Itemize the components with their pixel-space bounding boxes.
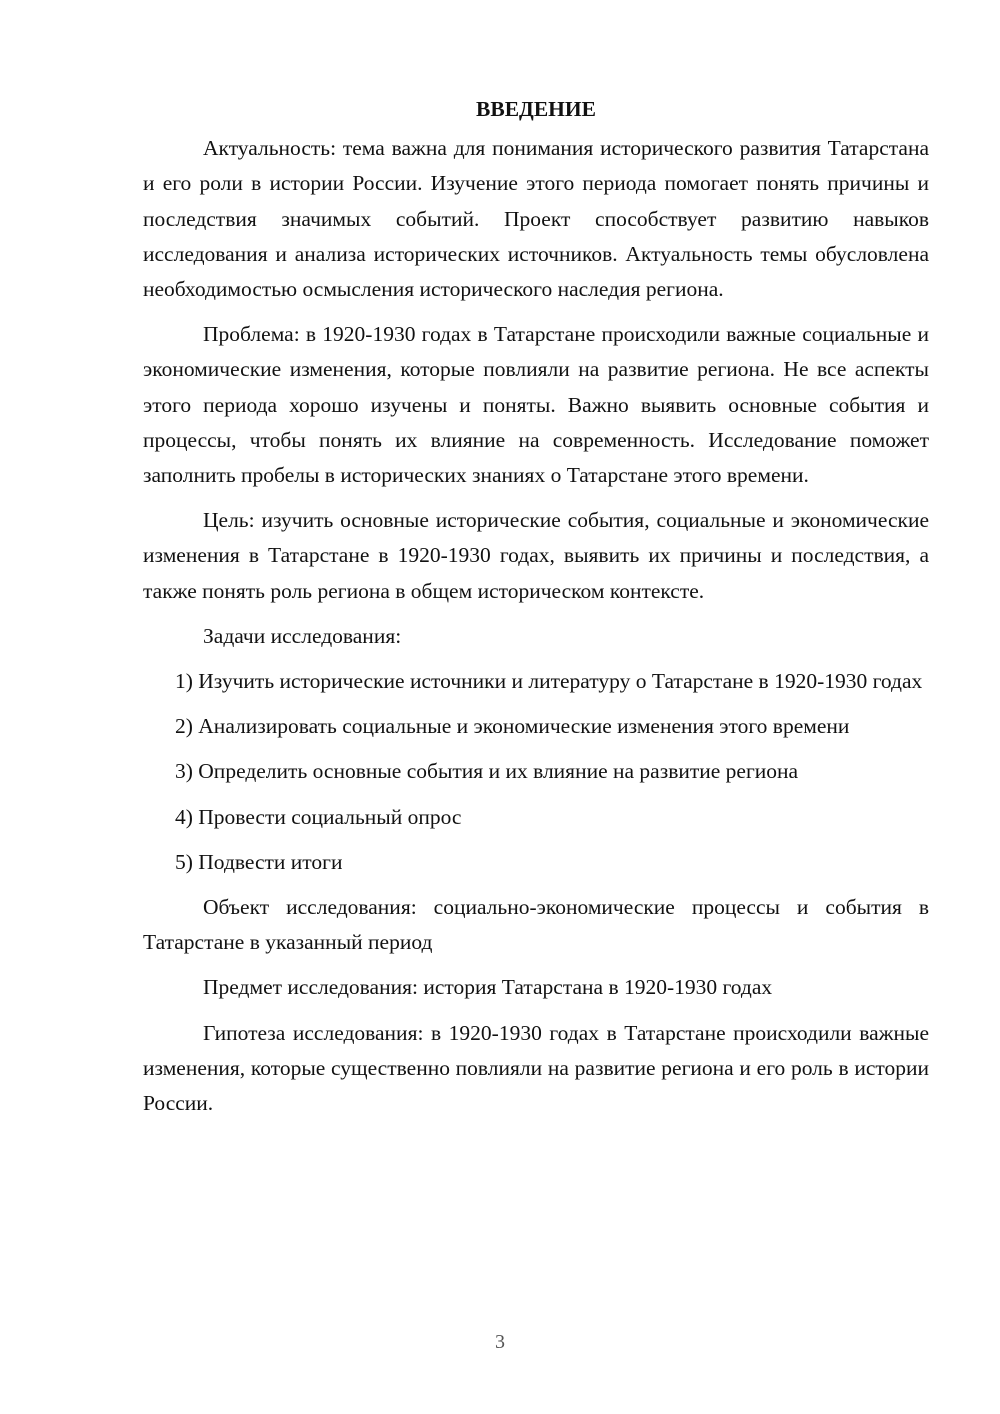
task-item: 3) Определить основные события и их влияние на развитие региона xyxy=(175,759,799,784)
tasks-heading: Задачи исследования: xyxy=(203,623,402,648)
hypothesis-paragraph: Гипотеза исследования: в 1920-1930 годах в Татарстане происходили важные изменения, которые существенно повлияли на развитие региона и его роль в истории России. xyxy=(143,1020,929,1116)
page-number: 3 xyxy=(495,1331,505,1353)
relevance-paragraph: Актуальность: тема важна для понимания исторического развития Татарстана и его роли в истории России. Изучение этого периода помогает понять причины и последствия значимых событий. Проект способствует развитию навыков исследования и анализа исторических источников. Актуальность темы обусловлена необходимостью осмысления исторического наследия региона. xyxy=(143,136,929,302)
document-page xyxy=(143,92,929,1131)
task-item: 2) Анализировать социальные и экономические изменения этого времени xyxy=(175,714,850,739)
goal-paragraph: Цель: изучить основные исторические события, социальные и экономические изменения в Татарстане в 1920-1930 годах, выявить их причины и последствия, а также понять роль региона в общем историческом контексте. xyxy=(143,508,929,603)
task-item: 5) Подвести итоги xyxy=(175,849,343,874)
task-item: 1) Изучить исторические источники и литературу о Татарстане в 1920-1930 годах xyxy=(175,669,923,694)
page-title: ВВЕДЕНИЕ xyxy=(476,97,596,121)
task-item: 4) Провести социальный опрос xyxy=(175,804,462,829)
object-paragraph: Объект исследования: социально-экономические процессы и события в Татарстане в указанный период xyxy=(143,895,929,955)
subject-paragraph: Предмет исследования: история Татарстана в 1920-1930 годах xyxy=(203,975,773,1000)
tasks-list xyxy=(143,664,929,880)
problem-paragraph: Проблема: в 1920-1930 годах в Татарстане происходили важные социальные и экономические изменения, которые повлияли на развитие региона. Не все аспекты этого периода хорошо изучены и поняты. Важно выявить основные события и процессы, чтобы понять их влияние на современность. Исследование поможет заполнить пробелы в исторических знаниях о Татарстане этого времени. xyxy=(143,322,929,488)
